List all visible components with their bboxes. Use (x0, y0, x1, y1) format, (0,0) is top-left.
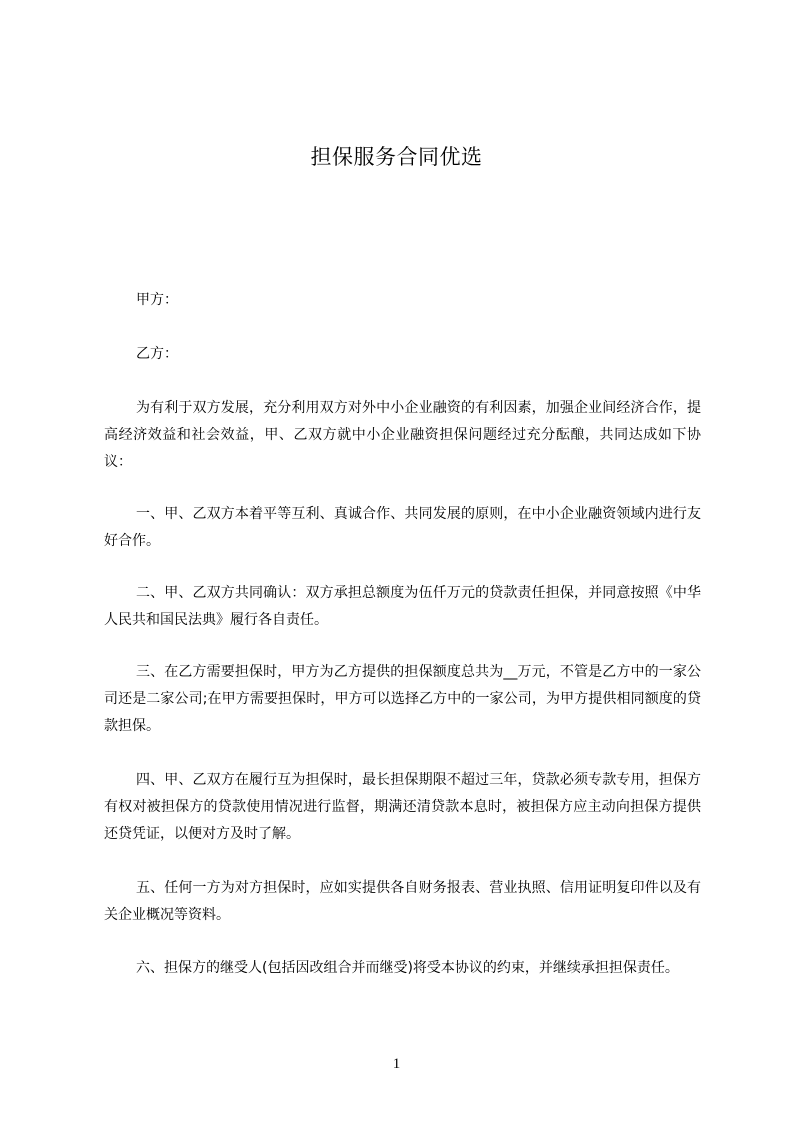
clause-5: 五、任何一方为对方担保时，应如实提供各自财务报表、营业执照、信用证明复印件以及有关企业概况等资料。 (104, 880, 701, 923)
clause-6: 六、担保方的继受人(包括因改组合并而继受)将受本协议的约束，并继续承担担保责任。 (136, 960, 679, 976)
preamble-paragraph: 为有利于双方发展，充分利用双方对外中小企业融资的有利因素，加强企业间经济合作，提高经济效益和社会效益，甲、乙双方就中小企业融资担保问题经过充分酝酿，共同达成如下协议： (104, 400, 701, 470)
clause-4: 四、甲、乙双方在履行互为担保时，最长担保期限不超过三年，贷款必须专款专用，担保方有权对被担保方的贷款使用情况进行监督，期满还清贷款本息时，被担保方应主动向担保方提供还贷凭证，以便对方及时了解。 (104, 772, 701, 842)
clause-2: 二、甲、乙双方共同确认：双方承担总额度为伍仟万元的贷款责任担保，并同意按照《中华人民共和国民法典》履行各自责任。 (104, 585, 701, 628)
clause-3: 三、在乙方需要担保时，甲方为乙方提供的担保额度总共为__万元，不管是乙方中的一家公司还是二家公司;在甲方需要担保时，甲方可以选择乙方中的一家公司，为甲方提供相同额度的贷款担保。 (104, 664, 701, 734)
page-number: 1 (392, 1056, 401, 1072)
document-title: 担保服务合同优选 (310, 145, 483, 169)
party-a-label: 甲方： (136, 292, 178, 308)
party-b-label: 乙方： (136, 346, 178, 362)
clause-1: 一、甲、乙双方本着平等互利、真诚合作、共同发展的原则，在中小企业融资领域内进行友好合作。 (104, 506, 701, 549)
